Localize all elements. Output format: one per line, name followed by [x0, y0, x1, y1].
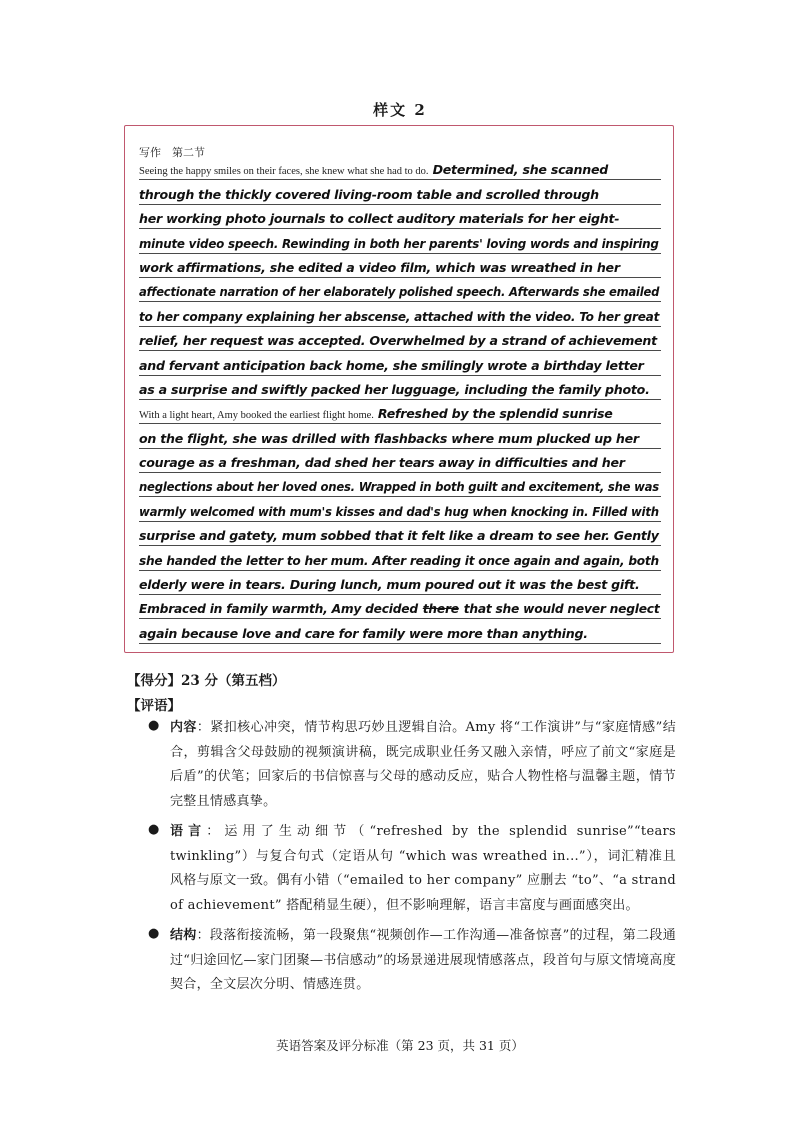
comment-text — [170, 820, 676, 918]
handwritten-text: elderly were in tears. During lunch, mum poured out it was the best gift. — [139, 577, 640, 593]
handwritten-text: minute video speech. Rewinding in both her parents' loving words and inspiring — [139, 235, 659, 251]
handwritten-text: she handed the letter to her mum. After reading it once again and again, both — [139, 552, 659, 568]
handwritten-text: neglections about her loved ones. Wrapped in both guilt and excitement, she was — [139, 479, 660, 495]
essay-line — [139, 473, 661, 497]
comment-body: ：段落衔接流畅，第一段聚焦“视频创作—工作沟通—准备惊喜”的过程，第二段通过“归途回忆—家门团聚—书信感动”的场景递进展现情感落点，段首句与原文情境高度契合，全文层次分明、情感连贯。 — [170, 928, 677, 992]
handwritten-text: to her company explaining her abscense, attached with the video. To her great — [139, 308, 660, 324]
handwritten-text: as a surprise and swiftly packed her lugguage, including the family photo. — [139, 381, 650, 397]
essay-answer-box — [124, 125, 674, 653]
bullet-dot-icon: ● — [148, 822, 160, 837]
handwritten-text: her working photo journals to collect auditory materials for her eight- — [139, 211, 620, 227]
handwritten-text: relief, her request was accepted. Overwhelmed by a strand of achievement — [139, 333, 657, 349]
bullet-dot-icon: ● — [148, 926, 160, 941]
comment-item — [148, 716, 676, 814]
section-label: 写作 第二节 — [139, 147, 205, 159]
essay-line — [139, 400, 661, 424]
essay-line — [139, 571, 661, 595]
page-footer: 英语答案及评分标准（第 23 页，共 31 页） — [276, 1038, 524, 1053]
handwritten-text: work affirmations, she edited a video film, which was wreathed in her — [139, 259, 620, 275]
essay-line — [139, 229, 661, 253]
essay-line — [139, 619, 661, 643]
essay-line — [139, 351, 661, 375]
essay-line — [139, 302, 661, 326]
essay-line — [139, 327, 661, 351]
comment-text — [170, 924, 676, 998]
comment-heading: 【评语】 — [127, 698, 181, 714]
essay-line — [139, 449, 661, 473]
handwritten-text: surprise and gatety, mum sobbed that it felt like a dream to see her. Gently — [139, 528, 659, 544]
essay-line — [139, 424, 661, 448]
essay-line — [139, 595, 661, 619]
essay-lines — [139, 156, 661, 644]
comment-text — [170, 716, 676, 814]
handwritten-text: again because love and care for family were more than anything. — [139, 625, 588, 641]
sample-title: 样文 2 — [373, 101, 427, 119]
handwritten-text: that she would never neglect — [463, 601, 660, 617]
handwritten-text: through the thickly covered living-room table and scrolled through — [139, 186, 599, 202]
handwritten-text: and fervant anticipation back home, she smilingly wrote a birthday letter — [139, 357, 644, 373]
comment-label: 语言 — [170, 824, 207, 839]
handwritten-text: warmly welcomed with mum's kisses and dad's hug when knocking in. Filled with — [139, 503, 659, 519]
comment-item — [148, 924, 676, 998]
printed-prompt-sentence: Seeing the happy smiles on their faces, she knew what she had to do. — [139, 166, 429, 178]
essay-line — [139, 376, 661, 400]
struck-out-word: there — [422, 601, 459, 617]
comment-item — [148, 820, 676, 918]
essay-line — [139, 254, 661, 278]
handwritten-text: Determined, she scanned — [432, 162, 609, 178]
bullet-dot-icon: ● — [148, 718, 160, 733]
comment-list — [148, 716, 676, 1004]
essay-line — [139, 278, 661, 302]
essay-line — [139, 180, 661, 204]
comment-label: 结构 — [170, 928, 197, 943]
essay-line — [139, 156, 661, 180]
handwritten-text: on the flight, she was drilled with flashbacks where mum plucked up her — [139, 430, 639, 446]
printed-prompt-sentence: With a light heart, Amy booked the earliest flight home. — [139, 410, 374, 422]
handwritten-text: courage as a freshman, dad shed her tears away in difficulties and her — [139, 455, 625, 471]
essay-line — [139, 205, 661, 229]
score-line: 【得分】23 分（第五档） — [127, 673, 286, 689]
essay-line — [139, 546, 661, 570]
essay-line — [139, 497, 661, 521]
handwritten-text: Embraced in family warmth, Amy decided — [139, 601, 418, 617]
handwritten-text: Refreshed by the splendid sunrise — [377, 406, 613, 422]
handwritten-text: affectionate narration of her elaborately polished speech. Afterwards she emailed — [139, 284, 660, 300]
essay-line — [139, 522, 661, 546]
comment-body: ：紧扣核心冲突，情节构思巧妙且逻辑自洽。Amy 将“工作演讲”与“家庭情感”结合，剪辑含父母鼓励的视频演讲稿，既完成职业任务又融入亲情，呼应了前文“家庭是后盾”的伏笔；回家后的书信惊喜与父母的感动反应，贴合人物性格与温馨主题，情节完整且情感真挚。 — [170, 720, 676, 809]
comment-label: 内容 — [170, 720, 197, 735]
comment-body: ：运用了生动细节（“refreshed by the splendid sunrise”“tears twinkling”）与复合句式（定语从句 “which was wreathed in...”），词汇精准且风格与原文一致。偶有小错（“emailed to her company” 应删去 “to”、“a strand of achievement” 搭配稍显生硬），但不影响理解，语言丰富度与画面感突出。 — [170, 824, 676, 913]
